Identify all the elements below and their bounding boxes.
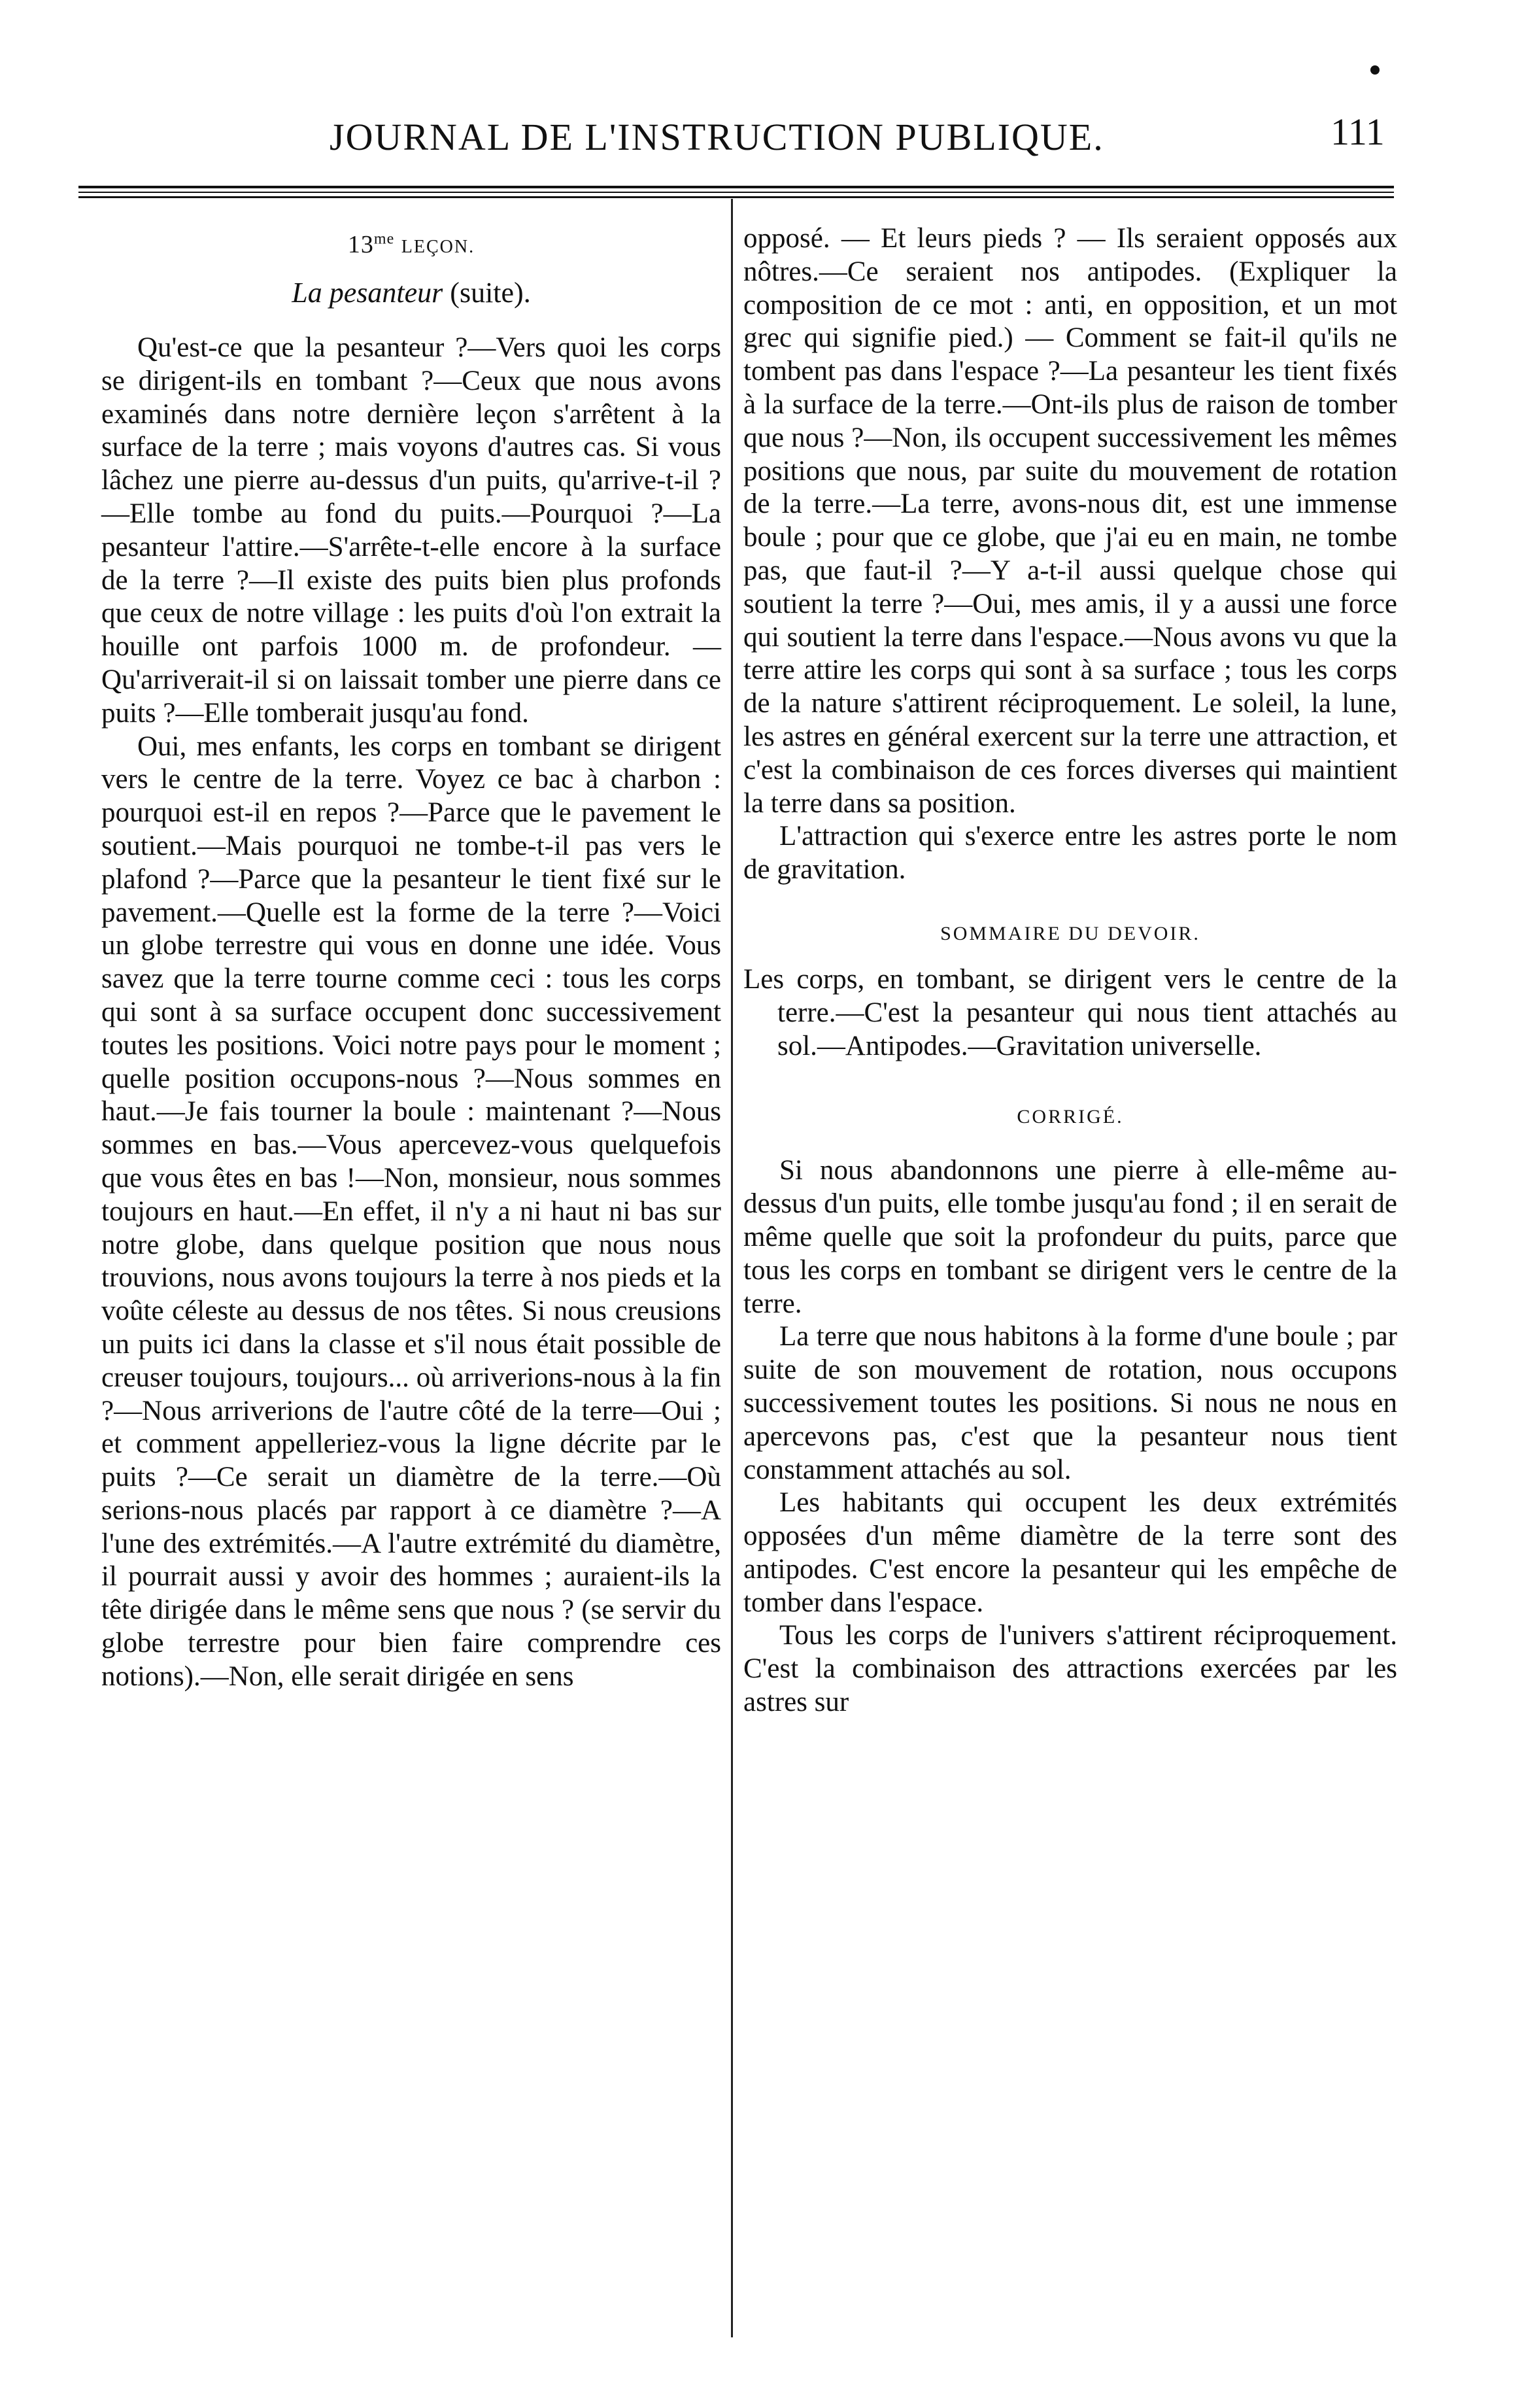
- body-paragraph: opposé. — Et leurs pieds ? — Ils seraient opposés aux nôtres.—Ce seraient nos antipodes. (Expliquer la composition de ce mot : anti, en opposition, et un mot grec qui signifie pied.) — Comment se fait-il qu'ils ne tombent pas dans l'espace ?—La pesanteur les tient fixés à la surface de la terre.—Ont-ils plus de raison de tomber que nous ?—Non, ils occupent successivement les mêmes positions que nous, par suite du mouvement de rotation de la terre.—La terre, avons-nous dit, est une immense boule ; pour que ce globe, que j'ai eu en main, ne tombe pas, que faut-il ?—Y a-t-il aussi quelque chose qui soutient la terre ?—Oui, mes amis, il y a aussi une force qui soutient la terre dans l'espace.—Nous avons vu que la terre attire les corps qui sont à sa surface ; tous les corps de la nature s'attirent réciproquement. Le soleil, la lune, les astres en général exercent sur la terre une attraction, et c'est la combinaison de ces forces diverses qui maintient la terre dans sa position.: [743, 223, 1397, 819]
- body-paragraph: L'attraction qui s'exerce entre les astres porte le nom de gravitation.: [743, 821, 1397, 886]
- corrige-paragraph: Tous les corps de l'univers s'attirent réciproquement. C'est la combinaison des attractions exercées par les astres sur: [743, 1620, 1397, 1718]
- corrige-heading: CORRIGÉ.: [1017, 1106, 1124, 1128]
- subtitle-rest: (suite).: [443, 277, 531, 309]
- lesson-subtitle: [101, 276, 721, 309]
- ink-dot: [1370, 65, 1380, 75]
- header-rule: [78, 186, 1394, 188]
- body-paragraph: Oui, mes enfants, les corps en tombant se dirigent vers le centre de la terre. Voyez ce bac à charbon : pourquoi est-il en repos ?—Parce que le pavement le soutient.—Mais pourquoi ne tombe-t-il pas vers le plafond ?—Parce que la pesanteur le tient fixé sur le pavement.—Quelle est la forme de la terre ?—Voici un globe terrestre qui vous en donne une idée. Vous savez que la terre tourne comme ceci : tous les corps qui sont à sa surface occupent donc successivement toutes les positions. Voici notre pays pour le moment ; quelle position occupons-nous ?—Nous sommes en haut.—Je fais tourner la boule : maintenant ?—Nous sommes en bas.—Vous apercevez-vous quelquefois que vous êtes en bas !—Non, monsieur, nous sommes toujours en haut.—En effet, il n'y a ni haut ni bas sur notre globe, dans quelque position que nous nous trouvions, nous avons toujours la terre à nos pieds et la voûte céleste au dessus de nos têtes. Si nous creusions un puits ici dans la classe et s'il nous était possible de creuser toujours, toujours... où arriverions-nous à la fin ?—Nous arriverions de l'autre côté de la terre—Oui ; et comment appelleriez-vous la ligne décrite par le puits ?—Ce serait un diamètre de la terre.—Où serions-nous placés par rapport à ce diamètre ?—A l'une des extrémités.—A l'autre extrémité du diamètre, il pourrait aussi y avoir des hommes ; auraient-ils la tête dirigée dans le même sens que nous ? (se servir du globe terrestre pour bien faire comprendre ces notions).—Non, elle serait dirigée en sens: [101, 731, 721, 1692]
- corrige-paragraph: La terre que nous habitons à la forme d'une boule ; par suite de son mouvement de rotation, nous occupons successivement toutes les positions. Si nous ne nous en apercevons pas, c'est que la pesanteur nous tient constamment attachés au sol.: [743, 1321, 1397, 1485]
- subtitle-italic: La pesanteur: [292, 277, 443, 309]
- lesson-word: LEÇON.: [401, 237, 475, 257]
- header-rule: [78, 196, 1394, 198]
- column-divider: [731, 199, 733, 2337]
- page-header: [78, 110, 1393, 182]
- lesson-suffix: me: [373, 230, 395, 248]
- header-rule: [78, 192, 1394, 193]
- summary-text: Les corps, en tombant, se dirigent vers le centre de la terre.—C'est la pesanteur qui nous tient attachés au sol.—Antipodes.—Gravitation universelle.: [743, 963, 1397, 1061]
- corrige-paragraph: Les habitants qui occupent les deux extrémités opposées d'un même diamètre de la terre sont des antipodes. C'est encore la pesanteur qui les empêche de tomber dans l'espace.: [743, 1487, 1397, 1618]
- corrige-paragraph: Si nous abandonnons une pierre à elle-même au-dessus d'un puits, elle tombe jusqu'au fond ; il en serait de même quelle que soit la profondeur du puits, parce que tous les corps en tombant se dirigent vers le centre de la terre.: [743, 1155, 1397, 1319]
- lesson-title: [101, 230, 721, 259]
- summary-block: [743, 963, 1397, 1063]
- lesson-number: 13: [347, 231, 374, 258]
- journal-title: JOURNAL DE L'INSTRUCTION PUBLIQUE.: [330, 116, 1104, 158]
- body-paragraph: Qu'est-ce que la pesanteur ?—Vers quoi les corps se dirigent-ils en tombant ?—Ceux que nous avons examinés dans notre dernière leçon s'arrêtent à la surface de la terre ; mais voyons d'autres cas. Si vous lâchez une pierre au-dessus d'un puits, qu'arrive-t-il ?—Elle tombe au fond du puits.—Pourquoi ?—La pesanteur l'attire.—S'arrête-t-elle encore à la surface de la terre ?—Il existe des puits bien plus profonds que ceux de notre village : les puits d'où l'on extrait la houille ont parfois 1000 m. de profondeur. — Qu'arriverait-il si on laissait tomber une pierre dans ce puits ?—Elle tomberait jusqu'au fond.: [101, 332, 721, 729]
- page-number: 111: [1331, 111, 1385, 153]
- left-column: [101, 222, 721, 1694]
- right-column: [743, 222, 1397, 1719]
- summary-heading: SOMMAIRE DU DEVOIR.: [940, 922, 1200, 944]
